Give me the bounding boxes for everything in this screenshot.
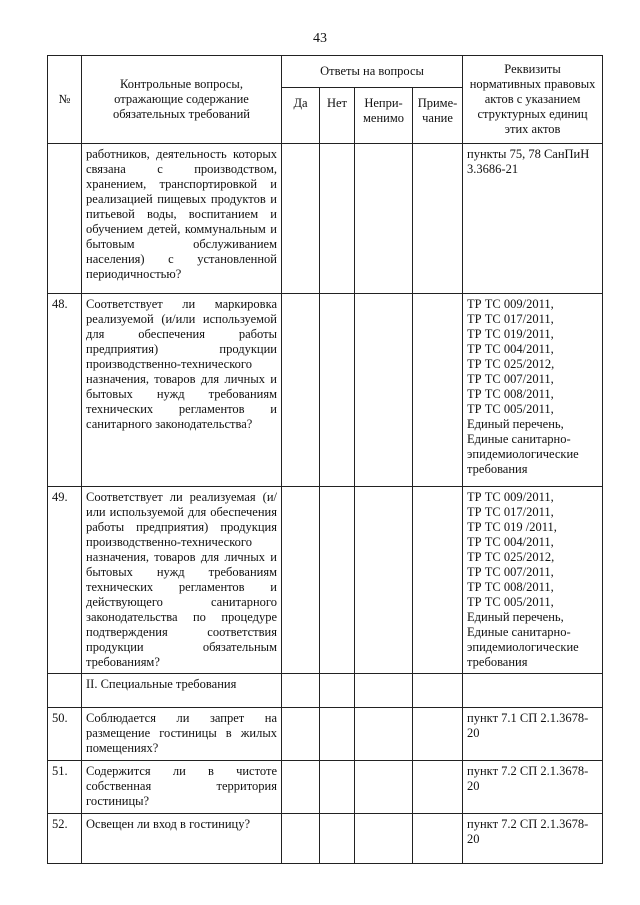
table-row xyxy=(48,487,603,674)
answer-not-applicable-cell[interactable] xyxy=(355,708,413,761)
table-row xyxy=(48,144,603,294)
table-row xyxy=(48,814,603,864)
answer-not-applicable-cell[interactable] xyxy=(355,487,413,674)
empty-cell xyxy=(320,674,355,708)
table-row xyxy=(48,294,603,487)
row-number xyxy=(48,144,82,294)
answer-not-applicable-cell[interactable] xyxy=(355,294,413,487)
header-no: Нет xyxy=(320,88,355,144)
reference-line: ТР ТС 025/2012, xyxy=(467,550,555,564)
empty-cell xyxy=(355,674,413,708)
table-row xyxy=(48,761,603,814)
answer-no-cell[interactable] xyxy=(320,761,355,814)
row-number: 52. xyxy=(48,814,82,864)
reference-line: Единые санитарно-эпидемиологические требования xyxy=(467,625,579,669)
answer-note-cell[interactable] xyxy=(413,487,463,674)
reference-line: ТР ТС 004/2011, xyxy=(467,342,554,356)
answer-no-cell[interactable] xyxy=(320,814,355,864)
reference-line: пункты 75, 78 СанПиН 3.3686-21 xyxy=(467,147,590,176)
reference-line: ТР ТС 019 /2011, xyxy=(467,520,557,534)
answer-yes-cell[interactable] xyxy=(282,144,320,294)
reference-line: Единый перечень, xyxy=(467,610,564,624)
reference-line: ТР ТС 004/2011, xyxy=(467,535,554,549)
answer-not-applicable-cell[interactable] xyxy=(355,761,413,814)
empty-cell xyxy=(463,674,603,708)
reference-line: ТР ТС 017/2011, xyxy=(467,505,554,519)
reference-line: ТР ТС 005/2011, xyxy=(467,402,554,416)
answer-yes-cell[interactable] xyxy=(282,761,320,814)
answer-yes-cell[interactable] xyxy=(282,487,320,674)
answer-no-cell[interactable] xyxy=(320,487,355,674)
section-number-cell xyxy=(48,674,82,708)
header-yes: Да xyxy=(282,88,320,144)
reference-line: пункт 7.2 СП 2.1.3678-20 xyxy=(467,817,589,846)
answer-not-applicable-cell[interactable] xyxy=(355,144,413,294)
row-number: 49. xyxy=(48,487,82,674)
answer-note-cell[interactable] xyxy=(413,814,463,864)
reference-line: ТР ТС 009/2011, xyxy=(467,490,554,504)
question-text: Соответствует ли реализуемая (и/или используемой для обеспечения работы предприятия) продукция производственно-технического назначения, товаров для личных и бытовых нужд требованиям технических регламентов и действующего санитарного законодательства по процедуре подтверждения соответствия продукции обязательным требованиям? xyxy=(82,487,282,674)
header-answers: Ответы на вопросы xyxy=(282,56,463,88)
page-number: 43 xyxy=(313,31,327,46)
reference-cell xyxy=(463,144,603,294)
answer-yes-cell[interactable] xyxy=(282,814,320,864)
question-text: работников, деятельность которых связана с производством, хранением, транспортировкой и реализацией пищевых продуктов и питьевой воды, воспитанием и обучением детей, коммунальным и бытовым обслуживанием населения) с установленной периодичностью? xyxy=(82,144,282,294)
section-title: II. Специальные требования xyxy=(82,674,282,708)
reference-cell xyxy=(463,708,603,761)
reference-line: ТР ТС 025/2012, xyxy=(467,357,555,371)
reference-line: ТР ТС 009/2011, xyxy=(467,297,554,311)
reference-cell xyxy=(463,761,603,814)
header-references: Реквизиты нормативных правовых актов с указанием структурных единиц этих актов xyxy=(463,56,603,144)
answer-not-applicable-cell[interactable] xyxy=(355,814,413,864)
reference-line: ТР ТС 005/2011, xyxy=(467,595,554,609)
reference-line: ТР ТС 008/2011, xyxy=(467,580,554,594)
answer-no-cell[interactable] xyxy=(320,708,355,761)
answer-note-cell[interactable] xyxy=(413,708,463,761)
answer-no-cell[interactable] xyxy=(320,294,355,487)
answer-note-cell[interactable] xyxy=(413,761,463,814)
header-number: № xyxy=(48,56,82,144)
reference-line: ТР ТС 008/2011, xyxy=(467,387,554,401)
reference-line: ТР ТС 019/2011, xyxy=(467,327,554,341)
table-row xyxy=(48,708,603,761)
empty-cell xyxy=(282,674,320,708)
row-number: 51. xyxy=(48,761,82,814)
answer-yes-cell[interactable] xyxy=(282,294,320,487)
checklist-table xyxy=(47,55,603,864)
reference-line: ТР ТС 007/2011, xyxy=(467,565,554,579)
reference-cell xyxy=(463,487,603,674)
reference-line: Единый перечень, xyxy=(467,417,564,431)
header-questions: Контрольные вопросы, отражающие содержание обязательных требований xyxy=(82,56,282,144)
reference-line: пункт 7.2 СП 2.1.3678-20 xyxy=(467,764,589,793)
reference-cell xyxy=(463,294,603,487)
empty-cell xyxy=(413,674,463,708)
question-text: Освещен ли вход в гостиницу? xyxy=(82,814,282,864)
row-number: 48. xyxy=(48,294,82,487)
answer-note-cell[interactable] xyxy=(413,294,463,487)
reference-line: Единые санитарно-эпидемиологические требования xyxy=(467,432,579,476)
row-number: 50. xyxy=(48,708,82,761)
question-text: Содержится ли в чистоте собственная территория гостиницы? xyxy=(82,761,282,814)
answer-no-cell[interactable] xyxy=(320,144,355,294)
reference-line: ТР ТС 017/2011, xyxy=(467,312,554,326)
header-not-applicable: Непри-менимо xyxy=(355,88,413,144)
reference-line: ТР ТС 007/2011, xyxy=(467,372,554,386)
answer-yes-cell[interactable] xyxy=(282,708,320,761)
answer-note-cell[interactable] xyxy=(413,144,463,294)
section-row xyxy=(48,674,603,708)
question-text: Соответствует ли маркировка реализуемой (и/или используемой для обеспечения работы предприятия) продукции производственно-технического назначения, товаров для личных и бытовых нужд требованиям технических регламентов и санитарного законодательства? xyxy=(82,294,282,487)
header-note: Приме-чание xyxy=(413,88,463,144)
reference-line: пункт 7.1 СП 2.1.3678-20 xyxy=(467,711,589,740)
reference-cell xyxy=(463,814,603,864)
question-text: Соблюдается ли запрет на размещение гостиницы в жилых помещениях? xyxy=(82,708,282,761)
